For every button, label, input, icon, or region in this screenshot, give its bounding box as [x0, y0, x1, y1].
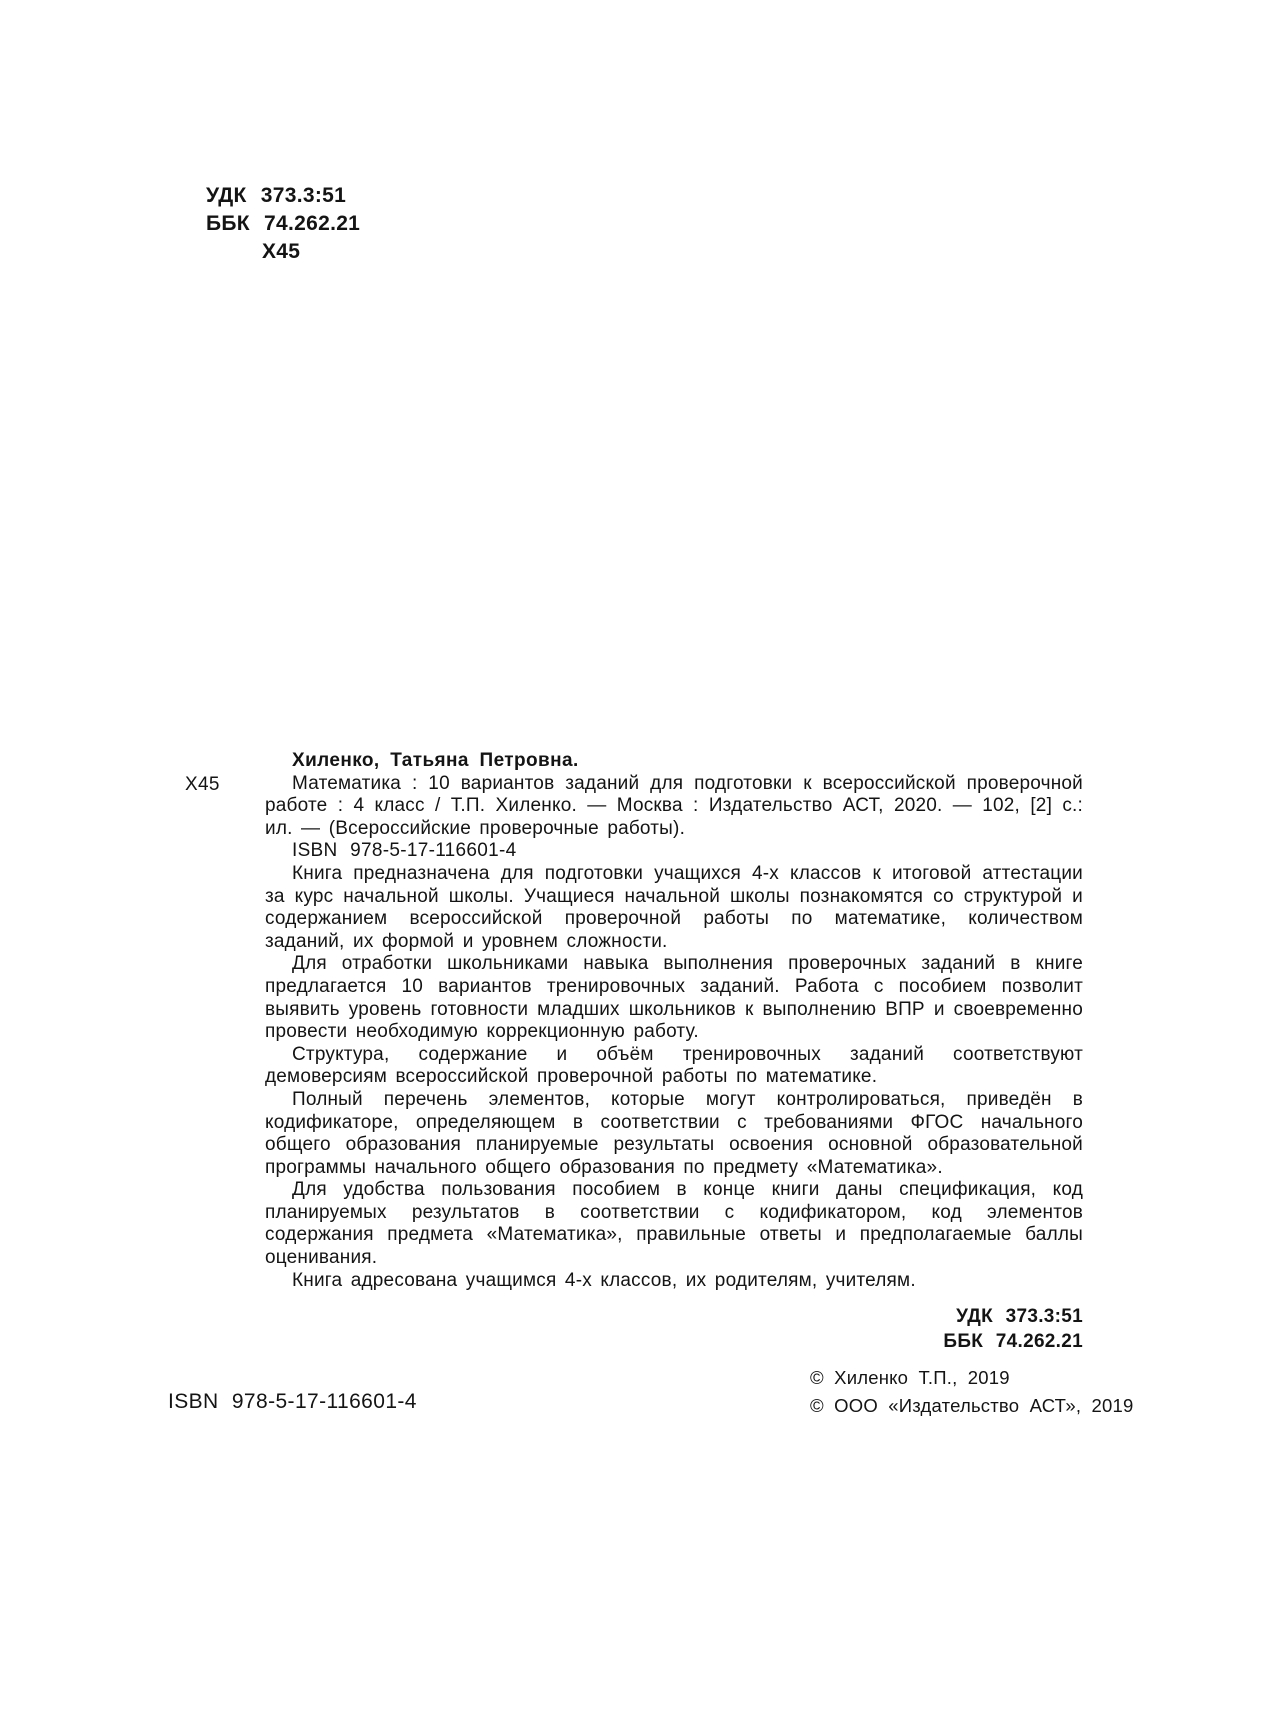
bbk-code: ББК 74.262.21: [206, 212, 361, 235]
footer-isbn: ISBN 978-5-17-116601-4: [168, 1390, 417, 1413]
isbn-line: ISBN 978-5-17-116601-4: [292, 840, 517, 862]
udk-code: УДК 373.3:51: [206, 184, 347, 207]
annotation-paragraph: Структура, содержание и объём тренировочных заданий соответствуют демоверсиям всероссийской проверочной работы по математике.: [265, 1043, 1083, 1088]
annotation-paragraph: Для удобства пользования пособием в конце книги даны спецификация, код планируемых результатов в соответствии с кодификатором, код элементов содержания предмета «Математика», правильные ответы и предполагаемые баллы оценивания.: [265, 1179, 1083, 1269]
annotation-paragraph: Для отработки школьниками навыка выполнения проверочных заданий в книге предлагается 10 вариантов тренировочных заданий. Работа с пособием позволит выявить уровень готовности младших школьников к выполнению ВПР и своевременно провести необходимую коррекционную работу.: [265, 953, 1083, 1043]
annotation-paragraph: Книга предназначена для подготовки учащихся 4-х классов к итоговой аттестации за курс начальной школы. Учащиеся начальной школы познакомятся со структурой и содержанием всероссийской проверочной работы по математике, количеством заданий, их формой и уровнем сложности.: [265, 862, 1083, 952]
author-heading: Хиленко, Татьяна Петровна.: [292, 750, 579, 771]
bbk-code-bottom: ББК 74.262.21: [943, 1331, 1083, 1353]
top-classification-codes: [206, 182, 360, 266]
author-sign-code: Х45: [262, 240, 301, 263]
bottom-classification-codes: [265, 1304, 1083, 1354]
bibliographic-block: [185, 750, 1083, 1354]
margin-author-sign: Х45: [185, 774, 220, 795]
annotation-paragraph: Полный перечень элементов, которые могут контролироваться, приведён в кодификаторе, определяющем в соответствии с требованиями ФГОС начального общего образования планируемые результаты освоения основной образовательной программы начального общего образования по предмету «Математика».: [265, 1088, 1083, 1178]
copyright-block: [810, 1364, 1133, 1420]
copyright-author-line: © Хиленко Т.П., 2019: [810, 1367, 1010, 1388]
copyright-publisher-line: © ООО «Издательство АСТ», 2019: [810, 1395, 1134, 1416]
udk-code-bottom: УДК 373.3:51: [956, 1306, 1083, 1328]
annotation-paragraph: Книга адресована учащимся 4-х классов, их родителям, учителям.: [292, 1269, 916, 1291]
bibliographic-description: Математика : 10 вариантов заданий для подготовки к всероссийской проверочной работе : 4 класс / Т.П. Хиленко. — Москва : Издательство АСТ, 2020. — 102, [2] с.: ил. — (Всероссийские проверочные работы).: [265, 772, 1083, 839]
